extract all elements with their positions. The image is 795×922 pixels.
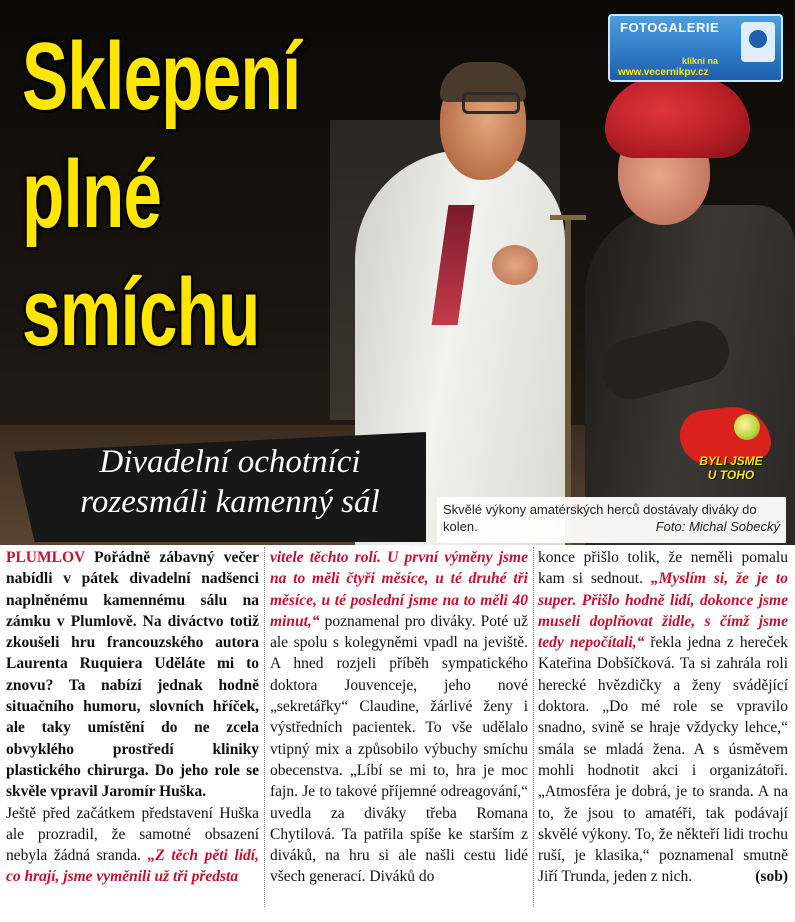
fotogalerie-klikni: klikni na [682,56,719,66]
badge-line-1: BYLI JSME [699,454,763,468]
doctor-glasses [462,92,520,114]
headline-line-1: Sklepení [22,23,301,130]
article-column-1 [6,547,259,888]
gallery-icon [741,22,775,62]
lead-text: Pořádně zábavný večer nabídli v pátek divadelní nadšenci naplněnému kamennému sálu na zámku v Plumlově. Na diváctvo totiž zkoušeli hru francouzského autora Laurenta Ruquiera Uděláte mi to znovu? Ta nabízí jednak hodně situačního humoru, slovních hříček, ale taky umístění do ne zcela obvyklého prostředí kliniky plastického chirurga. Do jeho role se skvěle vpravil Jaromír Huška. [6,549,259,801]
author-signature: (sob) [755,868,788,886]
fotogalerie-badge[interactable] [608,14,783,82]
caption-text: Skvělé výkony amatérských herců dostávaly diváky do kolen. [443,502,757,534]
byli-jsme-u-toho-text [686,454,776,482]
byli-jsme-u-toho-badge [676,400,776,490]
column-divider [533,547,534,907]
column-divider [264,547,265,907]
paragraph-text: poznamenal pro diváky. Poté už ale spolu s kolegyněmi vpadl na jeviště. A hned rozjeli příběh sympatického doktora Jouvenceje, jeho nové „sekretářky“ Claudine, žárlivé ženy i výstředních pacientek. To vše udělalo vtipný mix a způsobilo výbuchy smíchu obecenstva. „Líbí se mi to, hra je moc fajn. Je to takové příjemné odreagování,“ uvedla za diváky třeba Romana Chytilová. Ta patřila spíše ke starším z diváků, na hru si ale našli cestu lidé všech generací. Diváků do [270,612,528,886]
fotogalerie-url[interactable]: www.vecernikpv.cz [618,67,709,78]
quote-dobsickova: „Myslím si, že je to super. Přišlo hodně lidí, dokonce jsme museli doplňovat židle, s čímž jsme tedy nepočítali,“ [538,570,788,652]
dateline: PLUMLOV [6,549,85,566]
subtitle-line-2: rozesmáli kamenný sál [80,484,380,520]
ball-icon [734,414,760,440]
article-column-3 [538,547,788,888]
paragraph-text: konce přišlo tolik, že neměli pomalu kam si sednout. [538,549,788,588]
article-column-2 [270,547,528,888]
subtitle [40,442,420,522]
photo-credit: Foto: Michal Sobecký [655,519,780,534]
photo-caption [437,497,786,543]
quote-huska-part2: vitele těchto rolí. U první výměny jsme na to měli čtyři měsíce, u té druhé tři měsíce, u té poslední jsme na to měli 40 minut,“ [270,549,528,630]
article-paragraph [538,547,788,888]
article-lead-paragraph [6,547,259,803]
doctor-hand [492,245,538,285]
quote-huska-part1: „Z těch pěti lidí, co hrají, jsme vyměnili už tři předsta [6,847,259,886]
badge-line-2: U TOHO [707,468,755,482]
paragraph-text: Ještě před začátkem představení Huška ale prozradil, že samotné obsazení nebyla žádná sranda. [6,804,259,865]
coat-stand [565,215,571,545]
actress-red-hat [605,78,750,158]
headline [22,18,301,372]
headline-line-3: smíchu [22,259,260,366]
headline-line-2: plné [22,141,162,248]
coat-stand-top [550,215,586,220]
article-paragraph [6,803,259,888]
fotogalerie-title: FOTOGALERIE [620,20,720,35]
subtitle-line-1: Divadelní ochotníci [99,444,361,480]
article-paragraph [270,547,528,888]
paragraph-text: řekla jedna z hereček Kateřina Dobšíčková. Ta si zahrála roli herecké hvězdičky a ženy svádějící doktora. „Do mé role se vpravilo snadno, svině se hraje vždycky lehce,“ smála se mladá žena. A s úsměvem mohli hodnotit akci i organizátoři. „Atmosféra je dobrá, je to sranda. A na to, že jsou to amatéři, tak podávají skvělé výkony. To, že někteří lidi trochu ruší, je klasika,“ poznamenal smutně Jiří Trunda, jeden z nich. [538,634,789,886]
